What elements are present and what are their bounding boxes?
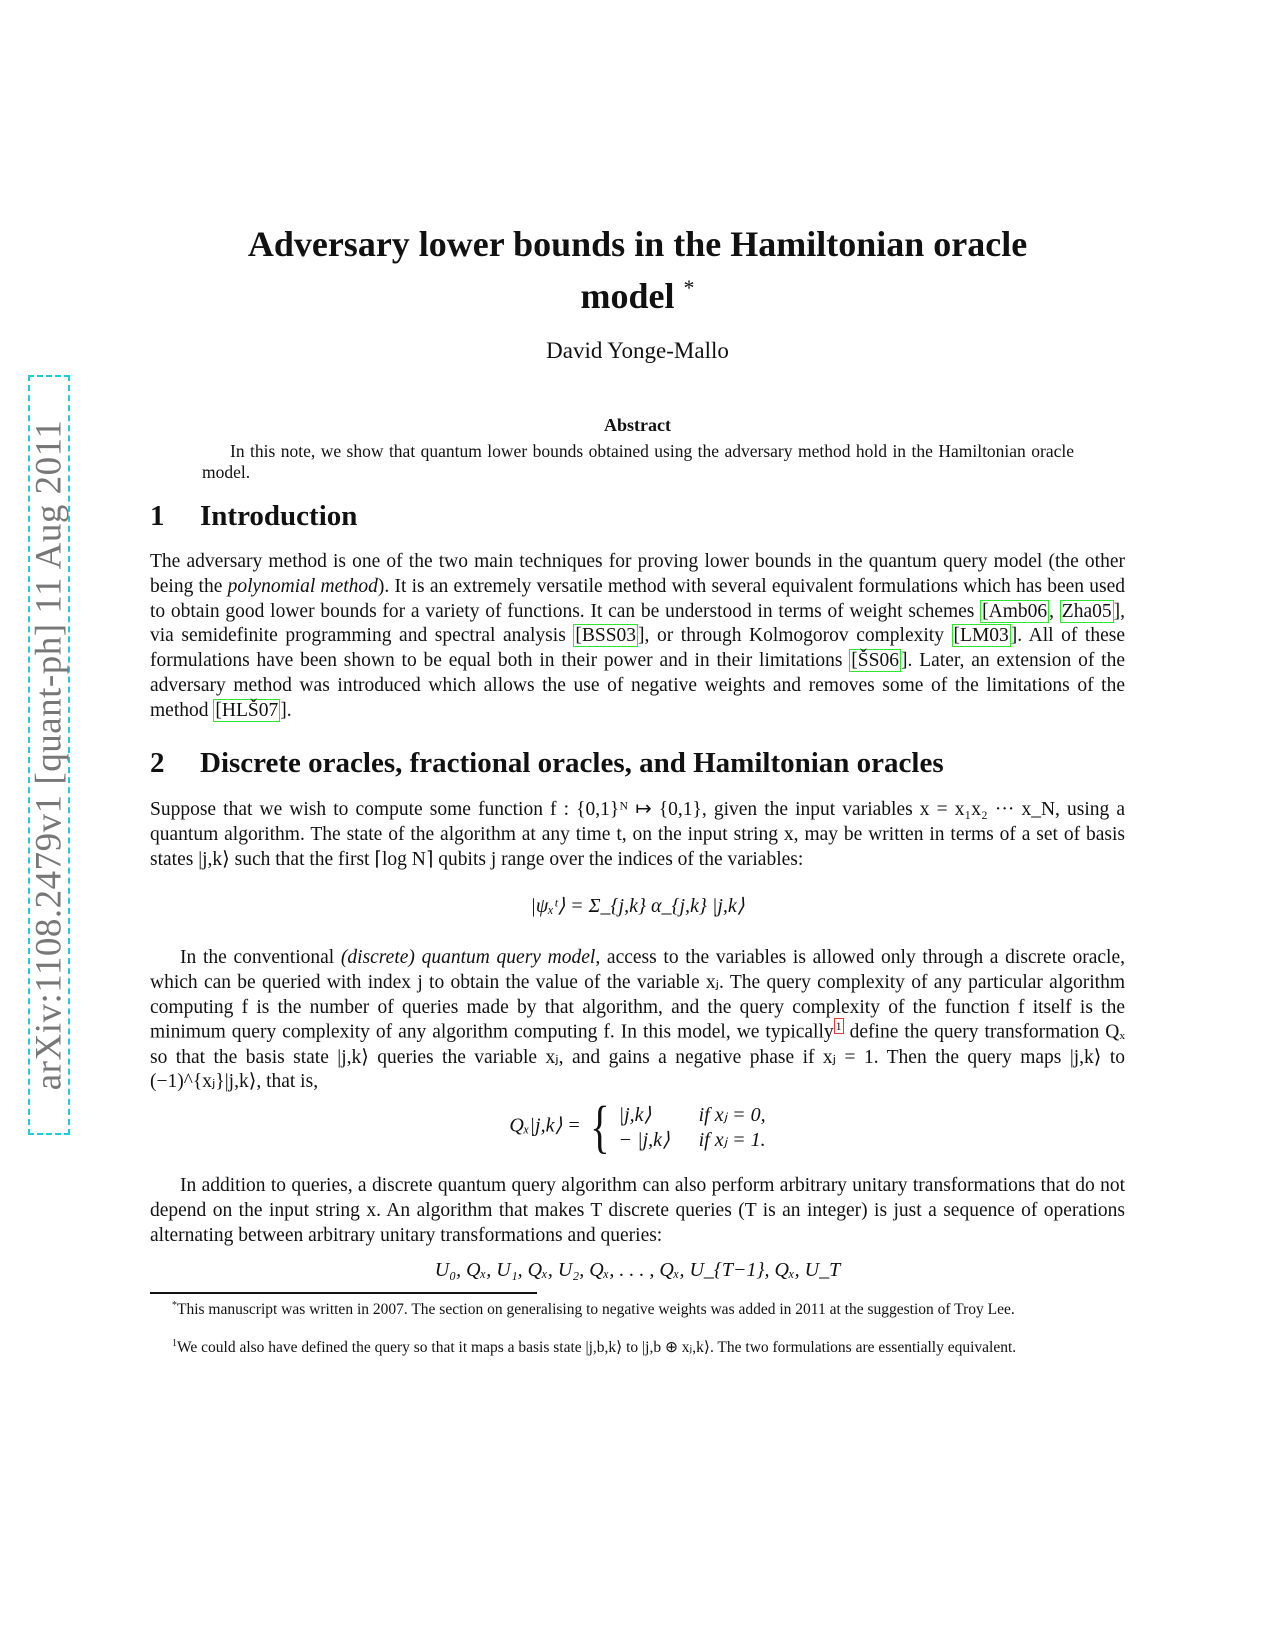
footnote-divider <box>150 1292 537 1294</box>
section-2-paragraph-2 <box>150 946 1125 1095</box>
case-1-condition: if xⱼ = 0, <box>698 1104 766 1126</box>
intro-text: ]. Later, an extension of the adversary method was introduced which allows the use of negative weights and removes some of the limitations of the method <box>150 650 1125 721</box>
citation-label: Amb06 <box>988 600 1048 622</box>
title-line-2: model <box>580 276 675 316</box>
intro-text: ], or through Kolmogorov complexity <box>638 625 952 647</box>
section-1-title: Introduction <box>200 500 358 532</box>
footnote-link[interactable]: 1 <box>835 1019 842 1034</box>
equation-lhs: Qₓ|j,k⟩ = <box>509 1114 581 1137</box>
citation-link[interactable]: [BSS03 <box>575 625 637 647</box>
citation-link[interactable]: [ŠS06 <box>851 650 899 672</box>
case-2-condition: if xⱼ = 1. <box>698 1129 766 1151</box>
author-name: David Yonge-Mallo <box>546 338 729 363</box>
case-2-value: − |j,k⟩ <box>618 1129 670 1151</box>
section-2-paragraph-3: In addition to queries, a discrete quantum query algorithm can also perform arbitrary unitary transformations that do not depend on the input string x. An algorithm that makes T discrete queries (T is an integer) is just a sequence of operations alternating between arbitrary unitary transformations and queries: <box>150 1175 1125 1246</box>
equation-query-cases <box>150 1094 1125 1159</box>
arxiv-sidebar-stamp <box>28 375 70 1135</box>
citation-label: ŠS06 <box>857 650 899 672</box>
footnote-1 <box>150 1334 1125 1358</box>
citation-label: Zha05 <box>1061 600 1112 622</box>
intro-text: The adversary method is one of the two main techniques for proving lower bounds in the quantum query model (the other being the <box>150 551 1125 597</box>
citation-label: HLŠ07 <box>221 699 279 721</box>
footnote-star-text: This manuscript was written in 2007. The section on generalising to negative weights was added in 2011 at the suggestion of Troy Lee. <box>177 1301 1015 1319</box>
paragraph-text: define the query transformation Qₓ so that the basis state |j,k⟩ queries the variable xⱼ, and gains a negative phase if xⱼ = 1. Then the query maps |j,k⟩ to (−1)^{xⱼ}|j,k⟩, that is, <box>150 1021 1126 1093</box>
footnote-star <box>150 1296 1125 1320</box>
equation-cases <box>619 1102 766 1152</box>
paper-title <box>150 222 1125 318</box>
equation-operation-sequence: U₀, Qₓ, U₁, Qₓ, U₂, Qₓ, . . . , Qₓ, U_{T−1}, Qₓ, U_T <box>434 1259 841 1281</box>
citation-label: BSS03 <box>581 625 637 647</box>
intro-paragraph <box>150 550 1125 724</box>
section-1-number: 1 <box>150 500 165 532</box>
citation-label: LM03 <box>960 625 1009 647</box>
intro-text: ], via semidefinite programming and spectral analysis <box>150 600 1125 647</box>
footnote-star-mark: * <box>172 1300 177 1311</box>
section-2-title: Discrete oracles, fractional oracles, and Hamiltonian oracles <box>200 747 944 779</box>
abstract-body: In this note, we show that quantum lower bounds obtained using the adversary method hold in the Hamiltonian oracle model. <box>202 441 1074 482</box>
title-footnote-mark: * <box>683 275 695 300</box>
paragraph-emphasis: (discrete) quantum query model <box>340 947 596 968</box>
paragraph-text: , access to the variables is allowed only through a discrete oracle, which can be queried with index j to obtain the value of the variable xⱼ. The query complexity of any particular algorithm computing f is the number of queries made by that algorithm, and the query complexity of the function f itself is the minimum query complexity of any algorithm computing f. In this model, we typically <box>150 947 1125 1043</box>
footnote-1-text: We could also have defined the query so that it maps a basis state |j,b,k⟩ to |j,b ⊕ xⱼ,k⟩. The two formulations are essentially equivalent. <box>177 1339 1017 1357</box>
intro-text: ]. <box>280 699 292 721</box>
section-2-paragraph-1: Suppose that we wish to compute some function f : {0,1}ᴺ ↦ {0,1}, given the input variables x = x₁x₂ ··· x_N, using a quantum algorithm. The state of the algorithm at any time t, on the input string x, may be written in terms of a set of basis states |j,k⟩ such that the first ⌈log N⌉ qubits j range over the indices of the variables: <box>150 799 1125 870</box>
paragraph-text: In the conventional <box>180 947 341 968</box>
intro-text: ]. All of these formulations have been shown to be equal both in their power and in their limitations <box>150 625 1125 672</box>
equation-state: |ψₓᵗ⟩ = Σ_{j,k} α_{j,k} |j,k⟩ <box>530 895 745 917</box>
section-2-number: 2 <box>150 747 165 779</box>
arxiv-identifier: arXiv:1108.2479v1 [quant-ph] 11 Aug 2011 <box>28 419 70 1091</box>
section-2-heading <box>150 747 944 780</box>
citation-link[interactable] <box>1060 600 1114 623</box>
brace-symbol: { <box>589 1094 610 1159</box>
intro-text: ). It is an extremely versatile method with several equivalent formulations which has been used to obtain good lower bounds for a variety of functions. It can be understood in terms of weight schemes <box>150 575 1125 622</box>
section-1-heading <box>150 500 357 533</box>
citation-link[interactable]: [Amb06 <box>982 600 1048 622</box>
intro-text: , <box>1049 600 1060 622</box>
abstract-heading: Abstract <box>604 415 671 435</box>
citation-link[interactable]: [HLŠ07 <box>215 699 279 721</box>
footnote-1-mark: 1 <box>172 1338 177 1349</box>
citation-link[interactable]: [LM03 <box>953 625 1009 647</box>
title-line-1: Adversary lower bounds in the Hamiltonian oracle <box>247 224 1028 264</box>
intro-emphasis: polynomial method <box>227 575 378 597</box>
case-1-value: |j,k⟩ <box>618 1104 652 1126</box>
